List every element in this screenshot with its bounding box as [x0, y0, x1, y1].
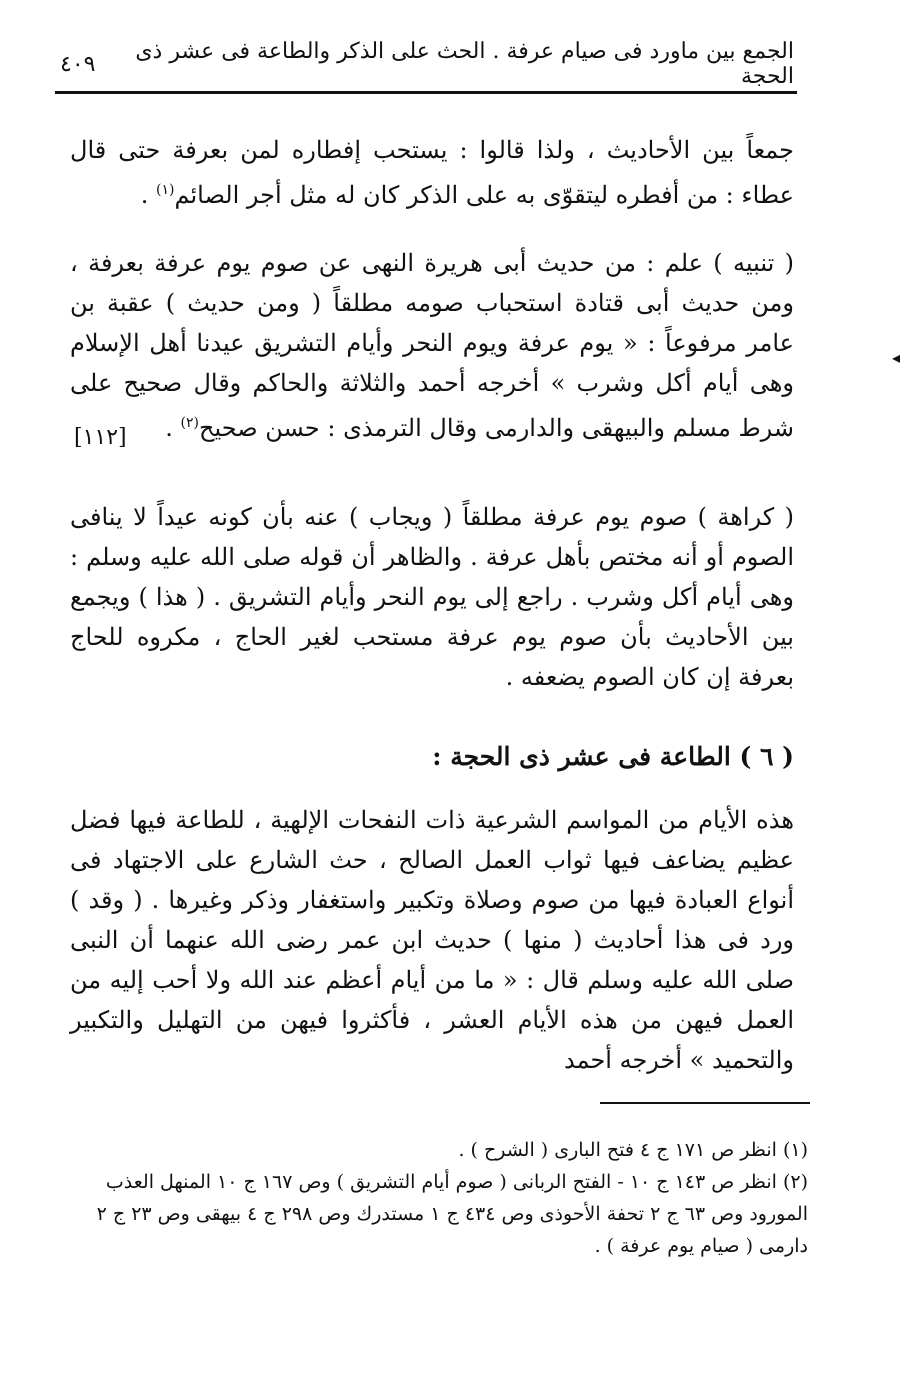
header-title: الجمع بين ماورد فى صيام عرفة . الحث على الذكر والطاعة فى عشر ذى الحجة [135, 39, 794, 89]
paragraph-3: ( كراهة ) صوم يوم عرفة مطلقاً ( ويجاب ) عنه بأن كونه عيداً لا ينافى الصوم أو أنه مختص بأهل عرفة . والظاهر أن قوله صلى الله عليه وسلم : وهى أيام أكل وشرب . راجع إلى يوم النحر وأيام التشريق . ( هذا ) ويجمع بين الأحاديث بأن صوم يوم عرفة مستحب لغير الحاج ، مكروه للحاج بعرفة إن كان الصوم يضعفه . [70, 503, 794, 691]
paragraph-2 [70, 243, 794, 448]
footnote-2: (٢) انظر ص ١٤٣ ج ١٠ - الفتح الربانى ( صوم أيام التشريق ) وص ١٦٧ ج ١٠ المنهل العذب المورود وص ٦٣ ج ٢ تحفة الأحوذى وص ٤٣٤ ج ١ مستدرك وص ٢٩٨ ج ٤ بيهقى وص ٢٣ ج ٢ دارمى ( صيام يوم عرفة ) . [96, 1171, 808, 1257]
paragraph-2-end: . [165, 414, 181, 442]
paragraph-2-text: ( تنبيه ) علم : من حديث أبى هريرة النهى عن صوم يوم عرفة بعرفة ، ومن حديث أبى قتادة استحباب صومه مطلقاً ( ومن حديث ) عقبة بن عامر مرفوعاً : « يوم عرفة ويوم النحر وأيام التشريق عيدنا أهل الإسلام وهى أيام أكل وشرب » أخرجه أحمد والثلاثة والحاكم وقال صحيح على شرط مسلم والبيهقى والدارمى وقال الترمذى : حسن صحيح [70, 249, 795, 442]
paragraph-1-text: جمعاً بين الأحاديث ، ولذا قالوا : يستحب إفطاره لمن بعرفة حتى قال عطاء : من أفطره ليتقوّى به على الذكر كان له مثل أجر الصائم [70, 136, 794, 209]
paragraph-1 [70, 130, 794, 215]
footnotes [70, 1134, 808, 1262]
running-header [60, 39, 794, 89]
reference-number: [١١٢] [74, 425, 127, 450]
footnote-1: (١) انظر ص ١٧١ ج ٤ فتح البارى ( الشرح ) . [458, 1139, 808, 1161]
footnote-marker-2: (٢) [180, 415, 199, 431]
page-number: ٤٠٩ [60, 51, 96, 77]
paragraph-1-end: . [140, 181, 157, 209]
footnote-rule [600, 1102, 810, 1104]
footnote-marker-1: (١) [156, 182, 175, 198]
paragraph-4: هذه الأيام من المواسم الشرعية ذات النفحات الإلهية ، للطاعة فيها فضل عظيم يضاعف فيها ثواب العمل الصالح ، حث الشارع على الاجتهاد فى أنواع العبادة فيها من صوم وصلاة وتكبير واستغفار وذكر وغيرها . ( وقد ) ورد فى هذا أحاديث ( منها ) حديث ابن عمر رضى الله عنهما أن النبى صلى الله عليه وسلم قال : « ما من أيام أعظم عند الله ولا أحب إليه من العمل فيهن من هذه الأيام العشر ، فأكثروا فيهن من التهليل والتكبير والتحميد » أخرجه أحمد [70, 806, 794, 1074]
header-rule [55, 91, 797, 94]
margin-arrow-icon: ◂ [891, 348, 900, 367]
section-heading: ( ٦ ) الطاعة فى عشر ذى الحجة : [432, 742, 794, 771]
